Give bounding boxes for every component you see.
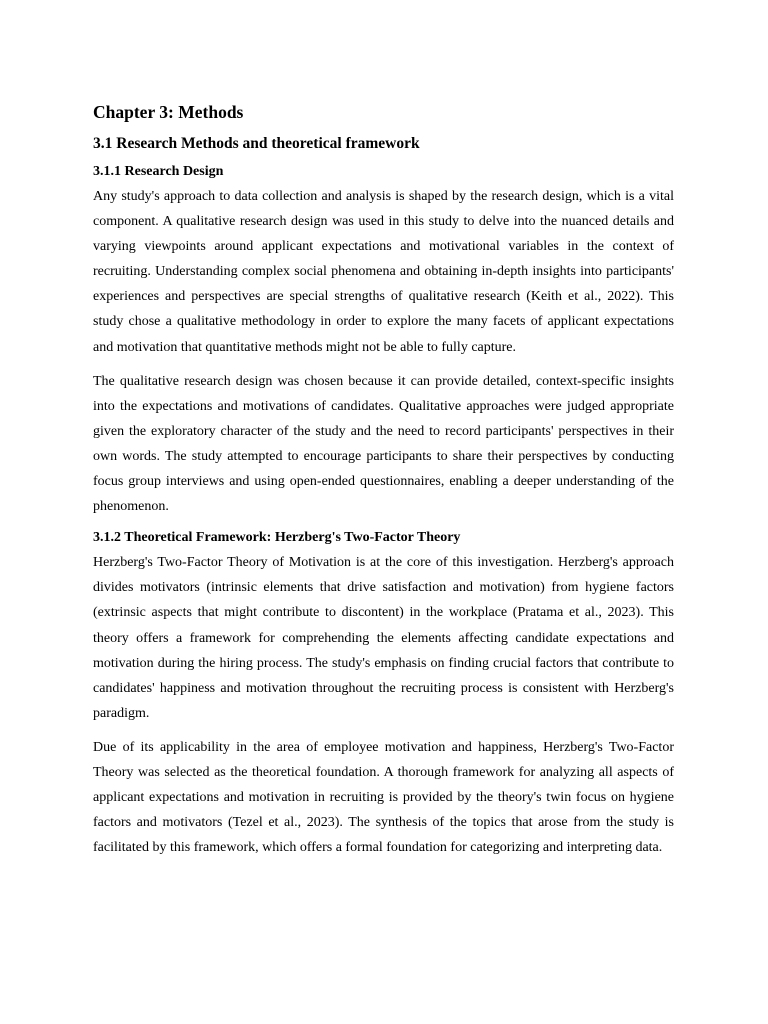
section-title: 3.1 Research Methods and theoretical framework — [93, 135, 420, 152]
paragraph-research-design-2: The qualitative research design was chosen because it can provide detailed, context-specific insights into the expectations and motivations of candidates. Qualitative approaches were judged appropriate given the exploratory character of the study and the need to record participants' perspectives in their own words. The study attempted to encourage participants to share their perspectives by conducting focus group interviews and using open-ended questionnaires, enabling a deeper understanding of the phenomenon. — [93, 373, 674, 515]
document-page — [93, 101, 674, 869]
paragraph-research-design-1: Any study's approach to data collection and analysis is shaped by the research design, which is a vital component. A qualitative research design was used in this study to delve into the nuanced details and varying viewpoints around applicant expectations and motivational variables in the context of recruiting. Understanding complex social phenomena and obtaining in-depth insights into participants' experiences and perspectives are special strengths of qualitative research (Keith et al., 2022). This study chose a qualitative methodology in order to explore the many facets of applicant expectations and motivation that quantitative methods might not be able to fully capture. — [93, 189, 674, 355]
paragraph-theoretical-framework-2: Due of its applicability in the area of employee motivation and happiness, Herzberg's Two-Factor Theory was selected as the theoretical foundation. A thorough framework for analyzing all aspects of applicant expectations and motivation in recruiting is provided by the theory's twin focus on hygiene factors and motivators (Tezel et al., 2023). The synthesis of the topics that arose from the study is facilitated by this framework, which offers a formal foundation for categorizing and interpreting data. — [93, 739, 674, 856]
paragraph-theoretical-framework-1: Herzberg's Two-Factor Theory of Motivation is at the core of this investigation. Herzberg's approach divides motivators (intrinsic elements that drive satisfaction and motivation) from hygiene factors (extrinsic aspects that might contribute to discontent) in the workplace (Pratama et al., 2023). This theory offers a framework for comprehending the elements affecting candidate expectations and motivation during the hiring process. The study's emphasis on finding crucial factors that contribute to candidates' happiness and motivation throughout the recruiting process is consistent with Herzberg's paradigm. — [93, 555, 674, 721]
subsection-title-theoretical-framework: 3.1.2 Theoretical Framework: Herzberg's Two-Factor Theory — [93, 530, 461, 546]
chapter-title: Chapter 3: Methods — [93, 102, 244, 122]
subsection-title-research-design: 3.1.1 Research Design — [93, 164, 224, 179]
